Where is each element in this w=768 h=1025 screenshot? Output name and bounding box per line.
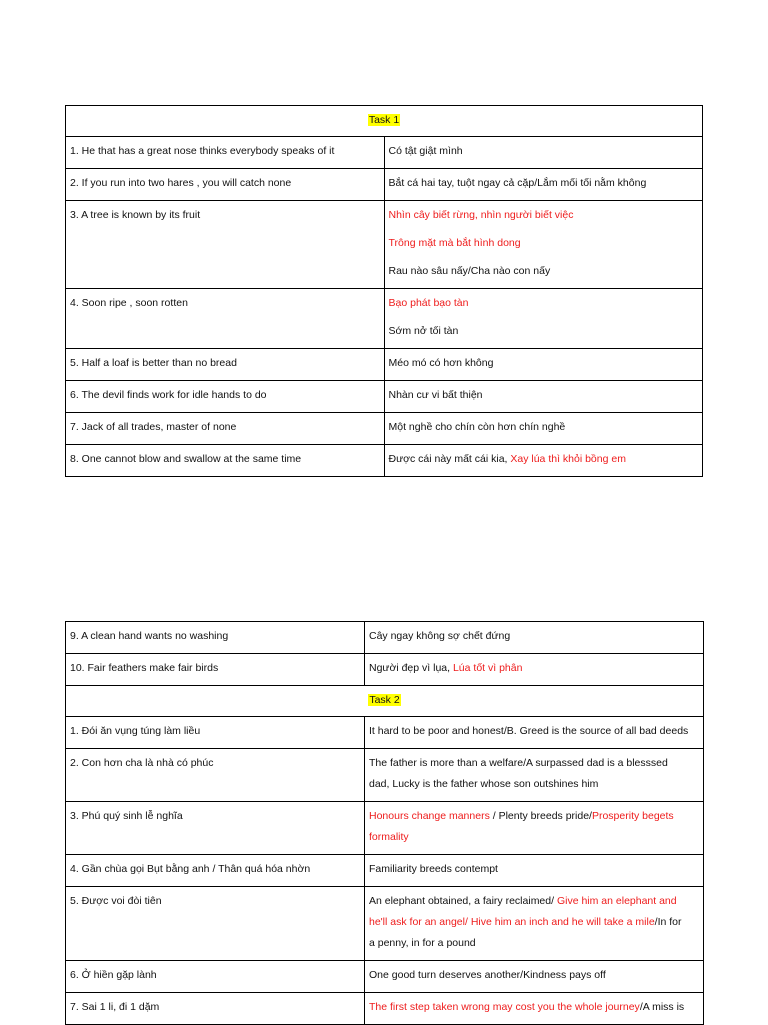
- task-2-header: [66, 686, 704, 717]
- red-equivalent: Trông mặt mà bắt hình dong: [388, 237, 521, 249]
- proverb-vietnamese: Bắt cá hai tay, tuột ngay cả cặp/Lắm mối tối nằm không: [384, 169, 703, 201]
- red-equivalent: Give him an elephant and: [556, 895, 677, 907]
- text-line: dad, Lucky is the father whose son outshines him: [369, 778, 599, 790]
- task-2-title: Task 2: [369, 694, 400, 706]
- proverb-english: It hard to be poor and honest/B. Greed is the source of all bad deeds: [365, 717, 704, 749]
- table-row: [66, 201, 703, 289]
- proverb-english: [365, 749, 704, 802]
- table-row: [66, 622, 704, 654]
- red-equivalent: Honours change manners: [369, 810, 490, 822]
- table-row: [66, 961, 704, 993]
- task-1-title: Task 1: [368, 114, 400, 126]
- table-row: [66, 349, 703, 381]
- table-row: [66, 413, 703, 445]
- proverb-vietnamese: Cây ngay không sợ chết đứng: [365, 622, 704, 654]
- table-row: [66, 993, 704, 1025]
- table-row: [66, 855, 704, 887]
- table-row: [66, 802, 704, 855]
- proverb-english: 2. If you run into two hares , you will catch none: [66, 169, 385, 201]
- text-line: The father is more than a welfare/A surpassed dad is a blesssed: [369, 757, 668, 769]
- proverb-vietnamese: [384, 445, 703, 477]
- table-header-row: [66, 686, 704, 717]
- proverb-vietnamese: [384, 201, 703, 289]
- proverb-english: 4. Soon ripe , soon rotten: [66, 289, 385, 349]
- equivalent: Được cái này mất cái kia,: [388, 453, 511, 465]
- proverb-vietnamese: 6. Ở hiền gặp lành: [66, 961, 365, 993]
- red-equivalent: The first step taken wrong may cost you the whole journey: [369, 1001, 640, 1013]
- equivalent: /A miss is: [639, 1001, 685, 1013]
- equivalent: /In for: [654, 916, 682, 928]
- red-equivalent: Xay lúa thì khỏi bồng em: [510, 453, 626, 465]
- proverb-english: 5. Half a loaf is better than no bread: [66, 349, 385, 381]
- proverb-vietnamese: Nhàn cư vi bất thiện: [384, 381, 703, 413]
- proverb-english: 1. He that has a great nose thinks everybody speaks of it: [66, 137, 385, 169]
- table-row: [66, 717, 704, 749]
- table-row: [66, 654, 704, 686]
- proverb-english: 6. The devil finds work for idle hands to do: [66, 381, 385, 413]
- red-equivalent: formality: [369, 831, 409, 843]
- table-row: [66, 169, 703, 201]
- equivalent: a penny, in for a pound: [369, 937, 476, 949]
- task-2-table: [65, 621, 704, 1025]
- equivalent: Sớm nở tối tàn: [388, 325, 459, 337]
- task-1-header: [66, 106, 703, 137]
- table-row: [66, 887, 704, 961]
- proverb-vietnamese: 3. Phú quý sinh lễ nghĩa: [66, 802, 365, 855]
- proverb-vietnamese: Méo mó có hơn không: [384, 349, 703, 381]
- red-equivalent: he'll ask for an angel/ Hive him an inch and he will take a mile: [369, 916, 655, 928]
- proverb-vietnamese: 5. Được voi đòi tiên: [66, 887, 365, 961]
- proverb-english: 7. Jack of all trades, master of none: [66, 413, 385, 445]
- proverb-vietnamese: [384, 289, 703, 349]
- proverb-vietnamese: 4. Gần chùa gọi Bụt bằng anh / Thân quá hóa nhờn: [66, 855, 365, 887]
- equivalent: Rau nào sâu nấy/Cha nào con nấy: [388, 265, 551, 277]
- equivalent: An elephant obtained, a fairy reclaimed/: [369, 895, 557, 907]
- equivalent: Người đẹp vì lụa,: [369, 662, 453, 674]
- table-header-row: [66, 106, 703, 137]
- proverb-vietnamese: 2. Con hơn cha là nhà có phúc: [66, 749, 365, 802]
- red-equivalent: Lúa tốt vì phân: [452, 662, 523, 674]
- proverb-vietnamese: Có tật giật mình: [384, 137, 703, 169]
- red-equivalent: Bạo phát bạo tàn: [388, 297, 469, 309]
- proverb-english: [365, 887, 704, 961]
- proverb-english: 3. A tree is known by its fruit: [66, 201, 385, 289]
- table-row: [66, 749, 704, 802]
- proverb-vietnamese: Một nghề cho chín còn hơn chín nghề: [384, 413, 703, 445]
- proverb-english: 9. A clean hand wants no washing: [66, 622, 365, 654]
- proverb-vietnamese: 1. Đói ăn vụng túng làm liều: [66, 717, 365, 749]
- red-equivalent: Prosperity begets: [591, 810, 674, 822]
- table-row: [66, 381, 703, 413]
- table-row: [66, 137, 703, 169]
- proverb-english: 8. One cannot blow and swallow at the same time: [66, 445, 385, 477]
- proverb-vietnamese: 7. Sai 1 li, đi 1 dặm: [66, 993, 365, 1025]
- proverb-english: 10. Fair feathers make fair birds: [66, 654, 365, 686]
- proverb-english: One good turn deserves another/Kindness pays off: [365, 961, 704, 993]
- red-equivalent: Nhìn cây biết rừng, nhìn người biết việc: [388, 209, 574, 221]
- equivalent: / Plenty breeds pride/: [489, 810, 592, 822]
- table-row: [66, 289, 703, 349]
- proverb-english: [365, 802, 704, 855]
- table-row: [66, 445, 703, 477]
- proverb-english: [365, 993, 704, 1025]
- task-1-table: [65, 105, 703, 477]
- proverb-english: Familiarity breeds contempt: [365, 855, 704, 887]
- proverb-vietnamese: [365, 654, 704, 686]
